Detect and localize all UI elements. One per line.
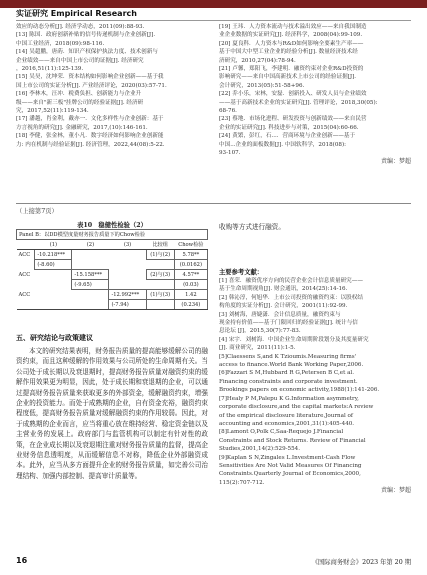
reference-line: ，2016,51(11):125-139.	[16, 66, 84, 73]
table-cell: ACC	[18, 251, 31, 258]
table-cell	[72, 290, 109, 300]
reference-line: [16] 李林木，汪冲．税费负担、创新能力与企业升	[16, 91, 142, 98]
table-cell	[109, 270, 146, 280]
table-row	[17, 300, 208, 310]
table-title: 表10 稳健性检验（2）	[77, 222, 147, 229]
reference-line: corporate disclosure,and the capital markets:A review	[219, 404, 374, 411]
reference-line: [2] 韩沁淳，何旭华．上市公司投资的融资约束：以股权结	[219, 294, 363, 301]
reference-line: 基于生命周期视角[J]. 财会通讯，2014(25):14-16.	[219, 286, 348, 293]
table-header-cell: (1)	[35, 240, 72, 250]
reference-line: 影响研究——来自中国高新技术上市公司的经验证据[J]．	[219, 74, 360, 81]
table-cell: (1)与(3)	[146, 290, 174, 300]
reference-line: 会计研究，2013(05):51-58+96.	[219, 82, 305, 89]
table-cell	[17, 280, 35, 290]
table-header-cell: 比较组	[146, 240, 174, 250]
table-cell: 5.78**	[174, 250, 207, 260]
table-cell: -12.992***	[109, 290, 146, 300]
reference-line: access to finance.World Bank Working Paper,2006.	[219, 362, 364, 369]
reference-line: [24] 黄繁，彭红，石...．营商环境与企业创新——基于	[219, 133, 356, 140]
reference-line: [6]Fazzari S M,Hubbard R G,Petersen B C,et al.	[219, 370, 354, 377]
reference-line: Financing constraints and corporate investment.	[219, 378, 358, 385]
table-cell: (-7.94)	[109, 300, 146, 310]
references-top-left	[16, 23, 208, 149]
table-cell	[109, 250, 146, 260]
reference-line: [7]Healy P M,Palepu K G.Information asymmetry,	[219, 395, 359, 402]
reference-line: Brookings papers on economic activity,1988(1):141-206.	[219, 387, 380, 394]
table-cell	[109, 280, 146, 290]
table-row	[17, 280, 208, 290]
reference-line: [3] 刘树海，唐婕潇．会计信息质量，融资约束与	[219, 311, 341, 318]
table-cell	[35, 280, 72, 290]
reference-line: 现金持有价值——基于门限回归的经验证据[J]. 统计与信	[219, 320, 358, 327]
reference-line: 基于中国大中型工业企业的经验分析[J]. 数量经济技术经	[219, 49, 358, 56]
table-header-cell: Chow检验	[174, 240, 207, 250]
section-divider	[16, 203, 411, 204]
table-cell: 1.42	[174, 290, 207, 300]
paragraph-text: 本文的研究结果表明，财务报告质量的提高能够缓解公司的融资约束，而且这种缓解的作用效果与公司所处的生命周期有关。当公司处于成长期以及衰退期时，提高财务报告质量对融资约束的缓解作用效果更为明显，因此，处于成长期和衰退期的企业，可以通过提高财务报告质量来获取更多的外部资金，缓解融资约束，增强企业的投资能力。而处于成熟期的企业，自有资金充裕，融资约束程度低，提高财务报告质量对缓解融资约束的作用较弱。因此，对于成熟期的企业而言，应当将重心放在维持经营、稳定资金链以及主营业务的发展上。政府部门与监管机构可以制定有针对性的政策，在企业成长期以及衰退期注重对财务报告质量的监督，提高企业财务信息透明度，从而缓解信息不对称，降低企业外部融资成本。此外，应当从多方面提升企业的财务报告质量，如完善公司治理结构、加强内部控制、提高审计质量等。	[16, 347, 208, 480]
reference-line: 企业绩效——来自中国上市公司的证据[J]. 经济研究	[16, 57, 144, 64]
reference-line: 115(2):707-712.	[219, 479, 265, 486]
table-cell	[72, 250, 109, 260]
reference-line: 中国工业经济，2018(09):98-116.	[16, 40, 105, 47]
header-bar	[0, 0, 427, 8]
table-header-row	[17, 240, 208, 250]
reference-line: [19] 王玮．人力资本流动与技术溢出效应——来自我国制造	[219, 24, 367, 30]
table-cell: ACC	[18, 271, 31, 278]
reference-line: ——基于高新技术企业的实证研究[J]. 管理评论，2018,30(05):	[219, 99, 378, 106]
reference-line: accounting and economics,2001,31(1):405-440.	[219, 420, 355, 427]
section-heading: 五、研究结论与政策建议	[16, 333, 93, 342]
reference-line: [21] 卢馨，郑阳飞，李建明．融资约束对企业R&D投资的	[219, 66, 364, 73]
reference-line: 68-76.	[219, 108, 237, 115]
table-cell: -15.158***	[72, 270, 109, 280]
table-cell	[146, 300, 174, 310]
editor-credit: 责编：梦超	[380, 157, 411, 165]
table-cell: (2)与(3)	[146, 270, 174, 280]
table-cell: ACC	[18, 291, 31, 298]
table-cell: (0.234)	[174, 300, 207, 310]
reference-line: 中国...企业的面板数据[J]. 中国软科学，2018(08):	[219, 141, 347, 148]
table-cell: -10.218***	[35, 250, 72, 260]
reference-line: 国上市公司的实证分析[J]. 产业经济评论，2020(03):57-71.	[16, 82, 167, 89]
table-cell	[146, 280, 174, 290]
continued-note: （上接第7页）	[16, 208, 58, 215]
table-cell	[35, 270, 72, 280]
table-cell	[109, 260, 146, 270]
table-cell	[17, 300, 35, 310]
table-header-cell	[17, 240, 35, 250]
table-cell: (-9.65)	[72, 280, 109, 290]
section-label: 实证研究 Empirical Research	[16, 8, 411, 21]
table-cell: (0.03)	[174, 280, 207, 290]
table-cell: 4.57**	[174, 270, 207, 280]
references-top-right	[219, 23, 411, 166]
reference-line: [1] 喜荣．融资优序方向的民营企业会计信息质量研究——	[219, 278, 363, 284]
reference-line: [17] 潘越，肖金利，戴亦一．文化多样性与企业创新：基于	[16, 116, 164, 123]
reference-line: 究，2017,52(11):119-134.	[16, 108, 89, 115]
references-heading: 主要参考文献：	[219, 269, 264, 276]
table-row	[17, 290, 208, 300]
reference-line: [18] 李健，张金林，董小凡．数字经济如何影响企业创新能	[16, 133, 164, 140]
paragraph-continuation: 收购等方式进行融资。	[219, 223, 285, 231]
table-row	[17, 250, 208, 260]
reference-line: 方言视角的研究[J]. 金融研究，2017,(10):146-161.	[16, 124, 148, 131]
reference-line: [14] 吴超鹏，唐菂．知识产权保护执法力度、技术创新与	[16, 49, 158, 56]
reference-line: Constraints and Stock Returns. Review of Financial	[219, 437, 366, 444]
table-cell	[72, 260, 109, 270]
table-cell	[17, 260, 35, 270]
reference-line: [20] 夏良科．人力资本与R&D如何影响全要素生产率——	[219, 40, 364, 47]
table-panel-label: Panel B：以DD模型度量财务报告质量下的Chow检验	[17, 230, 208, 240]
table-cell: (-8.60)	[35, 260, 72, 270]
table-row	[17, 270, 208, 280]
journal-footer: 《国际商务财会》2023 年第 20 期	[311, 559, 411, 566]
reference-line: of the empirical disclosure literature.Journal of	[219, 412, 353, 419]
reference-line: 效应的动态分析[J]. 经济学动态，2011(09):88-93.	[16, 24, 145, 30]
table-cell	[35, 290, 72, 300]
reference-line: [4] 宋宇．刘树海．中国企业生命周期阶段划分及其度量研究	[219, 336, 369, 343]
reference-line: [13] 陈国．政府创新补贴的信号传递机制与企业创新[J]．	[16, 32, 159, 39]
table-cell	[72, 300, 109, 310]
reference-line: Studies,2001,14(2):529-554.	[219, 446, 300, 453]
table-cell	[146, 260, 174, 270]
reference-line: Constraints.Quarterly Journal of Economics,2000,	[219, 471, 361, 478]
editor-credit: 责编：梦超	[380, 487, 411, 495]
reference-line: 级——来自"新三板"挂牌公司的经验证据[J]. 经济研	[16, 99, 144, 106]
reference-line: 93-107.	[219, 150, 241, 157]
reference-line: 构角度的实证分析[J]. 会计研究，2001(11):92-99.	[219, 303, 348, 310]
reference-line: 企业的实证研究[J]. 科技进步与对策，2015(04):60-66.	[219, 124, 359, 131]
body-paragraph	[16, 346, 208, 481]
reference-line: 力: 内在机制与经验证据[J]. 经济管理，2022,44(08):5-22.	[16, 141, 165, 148]
table-row	[17, 260, 208, 270]
table-cell: (0.0162)	[174, 260, 207, 270]
table-cell	[35, 300, 72, 310]
reference-line: [5]Claessens S,and K Tzioumis.Measuring firms'	[219, 353, 357, 360]
reference-line: [8]Lamont O,Polk C,Saa-Requejo J.Financial	[219, 429, 344, 436]
table-header-cell: (3)	[109, 240, 146, 250]
table-cell: (1)与(2)	[146, 250, 174, 260]
page-number: 16	[16, 556, 28, 565]
table-header-cell: (2)	[72, 240, 109, 250]
reference-line: [J]. 商业研究，2011(11):1-5.	[219, 345, 296, 352]
reference-line: 业企业数据的实证研究[J]. 经济科学，2008(04):99-109.	[219, 32, 363, 39]
robustness-table	[16, 229, 208, 310]
reference-line: 济研究，2010,27(04):78-94.	[219, 57, 296, 64]
reference-line: 息论坛 [J]，2015,30(7):77-83.	[219, 328, 301, 335]
reference-line: [23] 蔡地．市场化进程、研发投资与创新绩效——来自民营	[219, 116, 367, 123]
reference-line: [9]Kaplan S N,Zingales L.Investment-Cash Flow	[219, 454, 356, 461]
reference-line: [15] 吴昊，沈坤荣．资本结构如何影响企业创新——基于我	[16, 74, 164, 81]
reference-line: Sensitivities Are Not Valid Measures Of Financing	[219, 462, 362, 469]
reference-line: [22] 乔小乐，宋林，安磊．创新投入、研发人员与企业绩效	[219, 91, 367, 98]
references-list	[219, 277, 411, 496]
